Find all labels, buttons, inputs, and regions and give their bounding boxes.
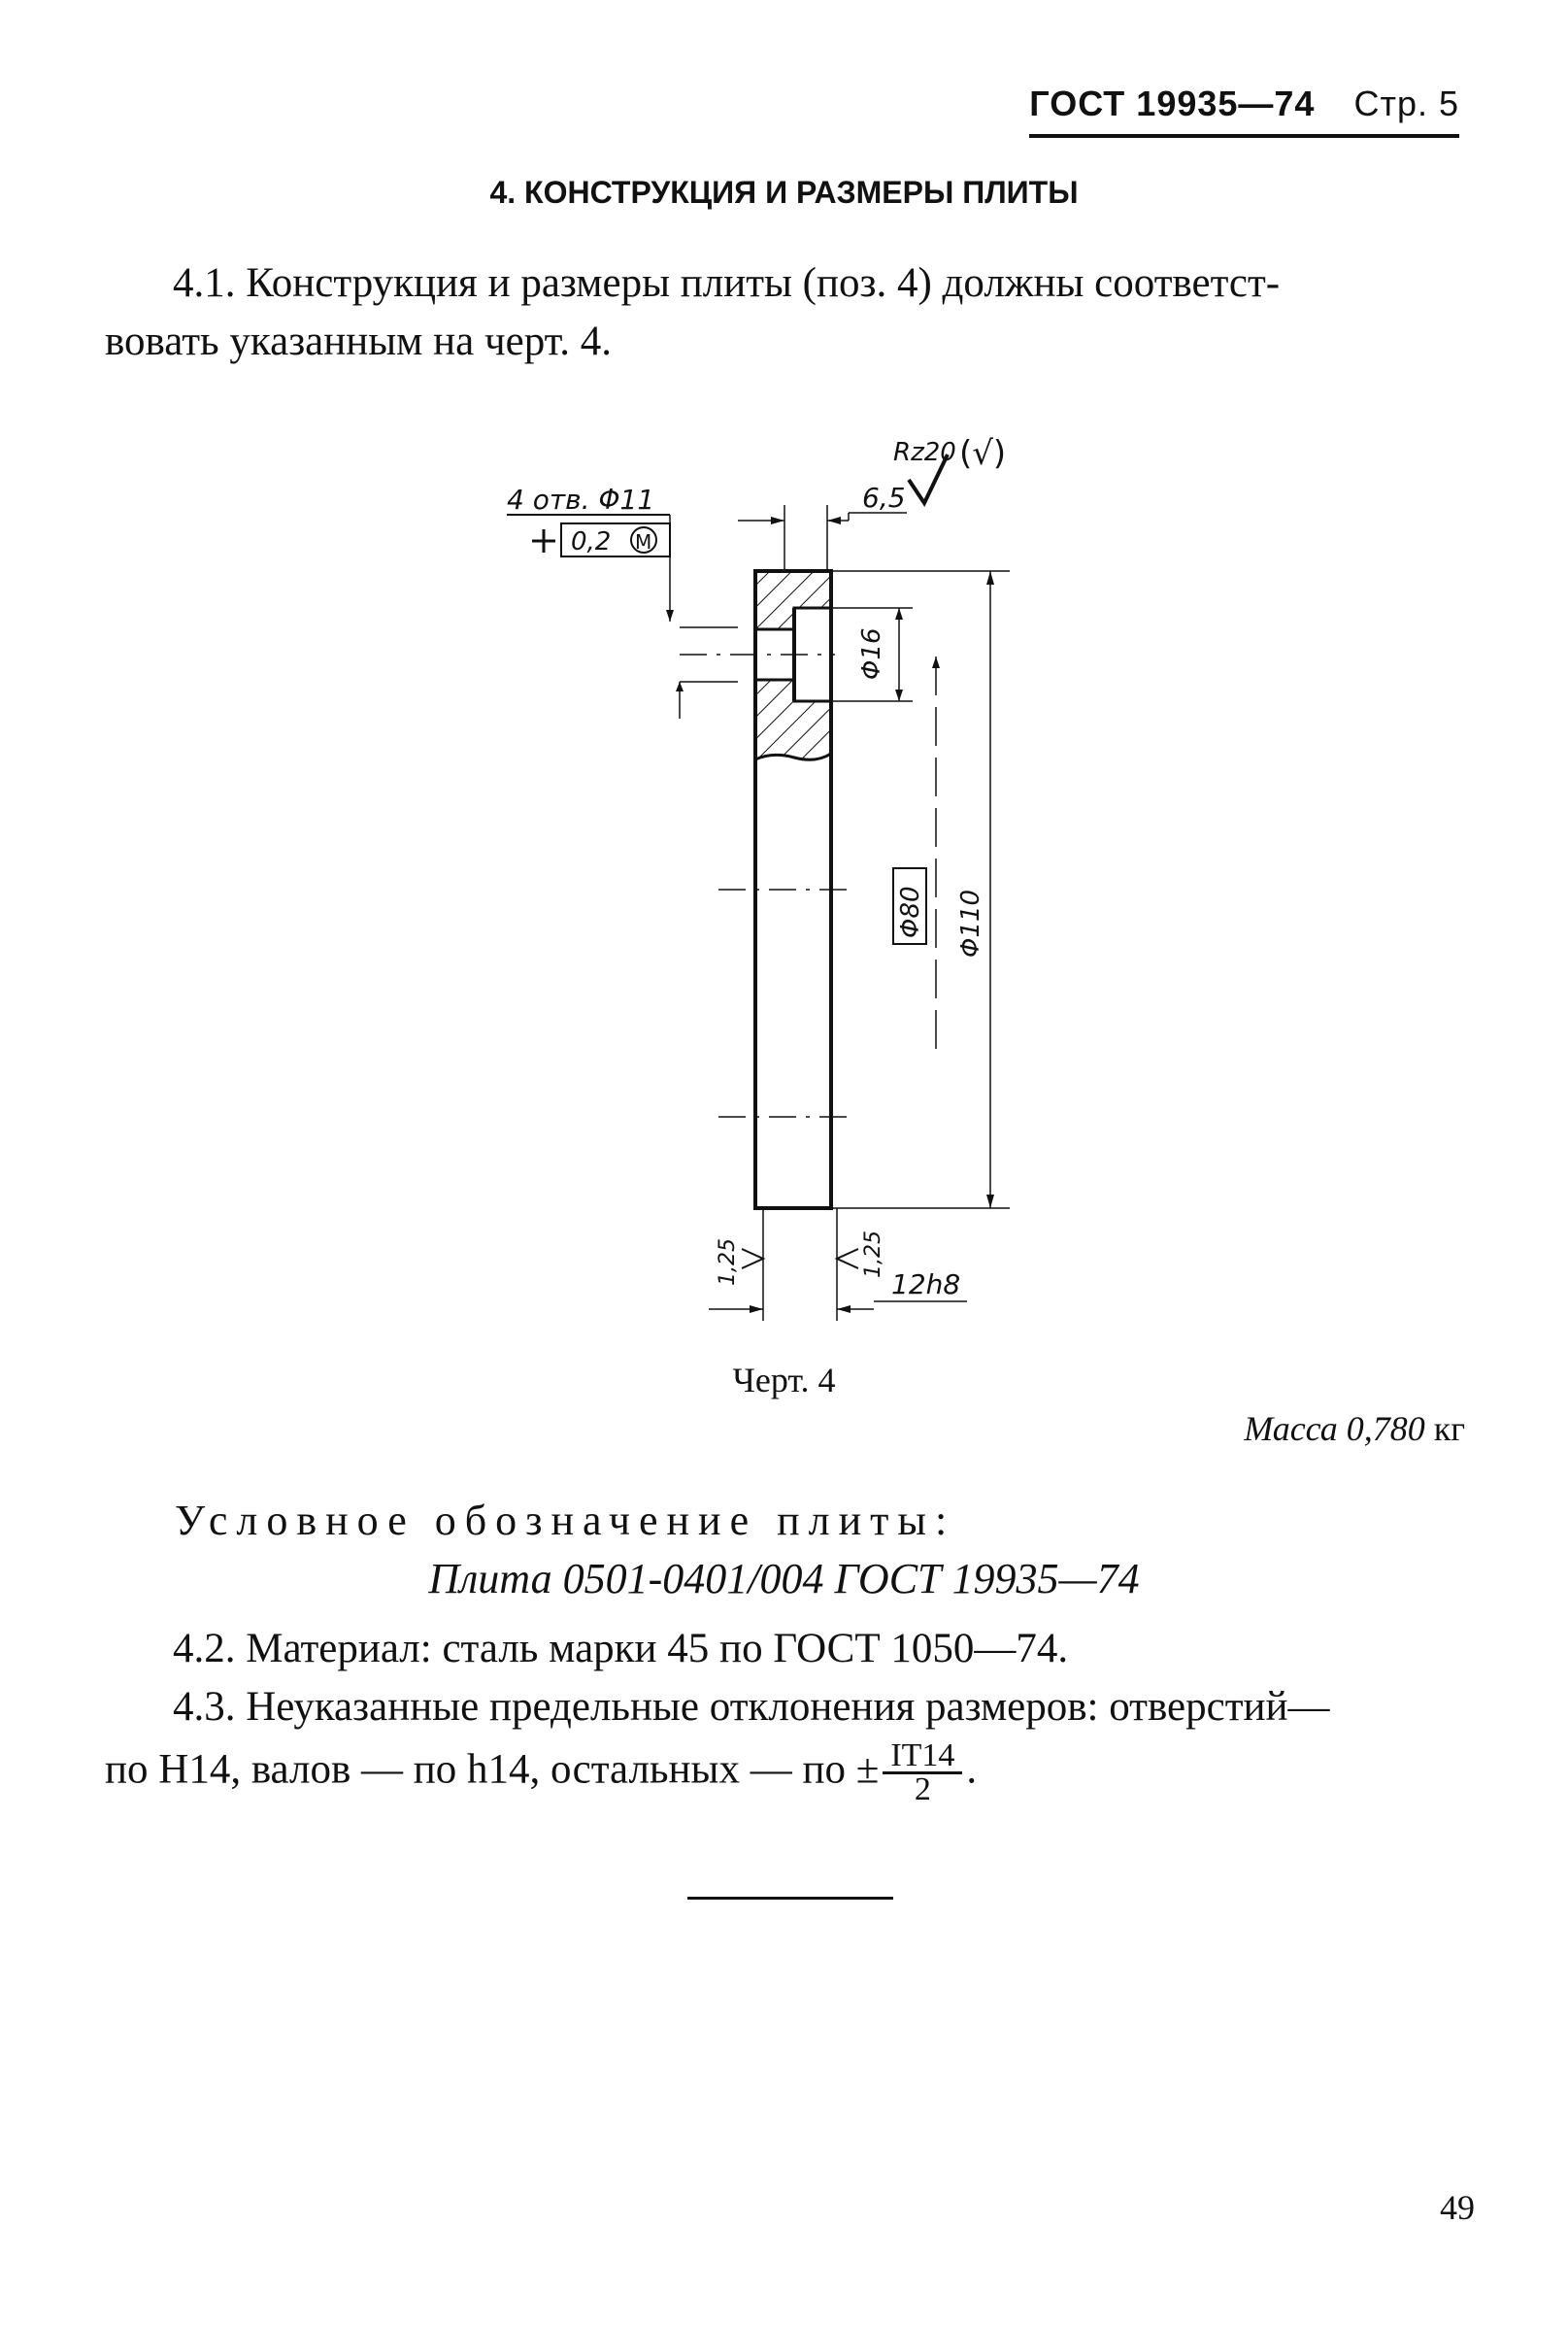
end-rule	[687, 1897, 893, 1900]
header-page: Стр. 5	[1353, 84, 1459, 123]
chamfer-right: 1,25	[861, 1230, 885, 1278]
position-tolerance-icon	[532, 529, 555, 553]
max-material-label: M	[635, 530, 652, 554]
mass-label: Масса 0,780	[1244, 1409, 1425, 1448]
section-title: 4. КОНСТРУКЦИЯ И РАЗМЕРЫ ПЛИТЫ	[489, 175, 1079, 210]
clause-4-3-line2: по H14, валов — по h14, остальных — по ±	[105, 1746, 880, 1793]
fraction-numerator: IT14	[883, 1740, 962, 1774]
clause-4-3	[105, 1678, 1474, 1805]
clause-4-3-end: .	[966, 1746, 978, 1793]
drawing-caption: Черт. 4	[732, 1361, 836, 1399]
fraction-denominator: 2	[914, 1771, 931, 1807]
dim-d80: Φ80	[896, 886, 925, 938]
dim-thickness: 12h8	[891, 1268, 961, 1300]
clause-4-1-line2: вовать указанным на черт. 4.	[105, 319, 612, 364]
fraction	[883, 1737, 962, 1807]
header-gost: ГОСТ 19935—74	[1029, 84, 1316, 123]
dim-d16: Φ16	[857, 627, 886, 680]
chamfer-left: 1,25	[716, 1238, 740, 1286]
holes-note: 4 отв. Φ11	[507, 484, 655, 516]
dim-6-5: 6,5	[862, 482, 906, 514]
mass-unit: кг	[1433, 1409, 1465, 1448]
roughness-other-label: (√)	[959, 434, 1007, 473]
clause-4-2	[105, 1620, 1464, 1678]
clause-4-1-line1: 4.1. Конструкция и размеры плиты (поз. 4) должны соответст-	[173, 260, 1281, 306]
mass-note	[1244, 1408, 1465, 1449]
designation: Плита 0501-0401/004 ГОСТ 19935—74	[428, 1555, 1140, 1602]
clause-4-2-text: 4.2. Материал: сталь марки 45 по ГОСТ 1050—74.	[173, 1626, 1069, 1671]
page-number: 49	[1440, 2188, 1475, 2227]
designation-label: Условное обозначение плиты:	[175, 1497, 956, 1544]
dim-d110: Φ110	[956, 889, 985, 958]
roughness-label: Rz20	[893, 438, 956, 467]
clause-4-3-line1: 4.3. Неуказанные предельные отклонения размеров: отверстий—	[173, 1684, 1330, 1730]
position-tolerance-value: 0,2	[571, 527, 612, 556]
